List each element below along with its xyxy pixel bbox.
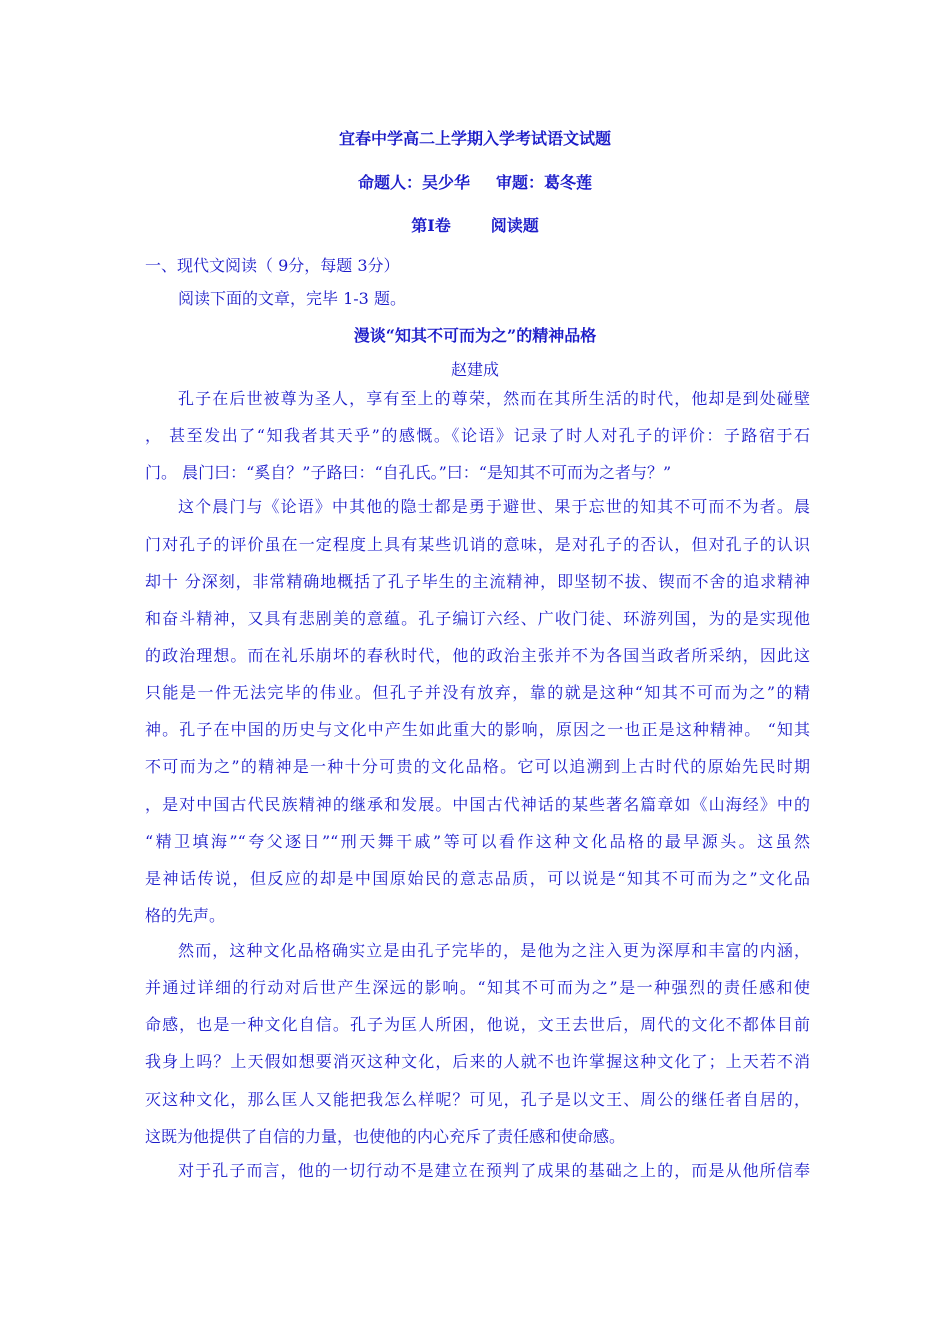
- article-line: 神。孔子在中国的历史与文化中产生如此重大的影响，原因之一也正是这种精神。 “知其: [145, 720, 810, 739]
- article-line: 这个晨门与《论语》中其他的隐士都是勇于避世、果于忘世的知其不可而不为者。晨: [178, 497, 810, 516]
- volume-label: 第Ⅰ卷: [411, 216, 451, 235]
- article-line: 对于孔子而言，他的一切行动不是建立在预判了成果的基础之上的，而是从他所信奉: [178, 1161, 810, 1180]
- article-title: 漫谈“知其不可而为之”的精神品格: [353, 326, 597, 345]
- author-label: 命题人：吴少华: [357, 173, 470, 192]
- article-line: 的政治理想。而在礼乐崩坏的春秋时代，他的政治主张并不为各国当政者所采纳，因此这: [145, 646, 810, 665]
- article-line: 门对孔子的评价虽在一定程度上具有某些讥诮的意味，是对孔子的否认，但对孔子的认识: [145, 535, 810, 554]
- article-line: 是神话传说，但反应的却是中国原始民的意志品质，可以说是“知其不可而为之”文化品: [145, 869, 810, 888]
- article-line: 我身上吗？上天假如想要消灭这种文化，后来的人就不也许掌握这种文化了；上天若不消: [145, 1052, 810, 1071]
- exam-credits: [0, 170, 950, 193]
- exam-title: 宜春中学高二上学期入学考试语文试题: [338, 129, 611, 148]
- reviewer-label: 审题：葛冬莲: [496, 173, 593, 192]
- article-line: 灭这种文化，那么匡人又能把我怎么样呢？可见，孔子是以文王、周公的继任者自居的，: [145, 1090, 810, 1109]
- section-instruction: 阅读下面的文章，完毕 1-3 题。: [178, 289, 406, 308]
- article-line: 门。 晨门曰：“奚自？”子路曰：“自孔氏。”曰：“是知其不可而为之者与？”: [145, 463, 672, 482]
- section-heading: 一、现代文阅读（ 9分，每题 3分）: [145, 256, 400, 275]
- article-line: 却十 分深刻，非常精确地概括了孔子毕生的主流精神，即坚韧不拔、锲而不舍的追求精神: [145, 572, 810, 591]
- article-line: 命感，也是一种文化自信。孔子为匡人所困，他说，文王去世后，周代的文化不都体目前: [145, 1015, 810, 1034]
- article-line: ，是对中国古代民族精神的继承和发展。中国古代神话的某些著名篇章如《山海经》中的: [145, 795, 810, 814]
- volume-heading: [0, 213, 950, 236]
- article-line: 并通过详细的行动对后世产生深远的影响。“知其不可而为之”是一种强烈的责任感和使: [145, 978, 810, 997]
- article-line: 孔子在后世被尊为圣人，享有至上的尊荣，然而在其所生活的时代，他却是到处碰壁: [178, 389, 810, 408]
- article-line: 然而，这种文化品格确实立是由孔子完毕的，是他为之注入更为深厚和丰富的内涵，: [178, 941, 810, 960]
- article-line: 只能是一件无法完毕的伟业。但孔子并没有放弃，靠的就是这种“知其不可而为之”的精: [145, 683, 810, 702]
- article-line: ， 甚至发出了“知我者其天乎”的感慨。《论语》记录了时人对孔子的评价：子路宿于石: [145, 426, 810, 445]
- article-author: 赵建成: [450, 360, 499, 379]
- volume-name: 阅读题: [490, 216, 539, 235]
- article-line: “精卫填海”“夸父逐日”“刑天舞干戚”等可以看作这种文化品格的最早源头。这虽然: [145, 832, 810, 851]
- article-line: 格的先声。: [145, 906, 226, 925]
- article-line: 和奋斗精神，又具有悲剧美的意蕴。孔子编订六经、广收门徒、环游列国，为的是实现他: [145, 609, 810, 628]
- article-line: 这既为他提供了自信的力量，也使他的内心充斥了责任感和使命感。: [145, 1127, 626, 1146]
- article-line: 不可而为之”的精神是一种十分可贵的文化品格。它可以追溯到上古时代的原始先民时期: [145, 757, 810, 776]
